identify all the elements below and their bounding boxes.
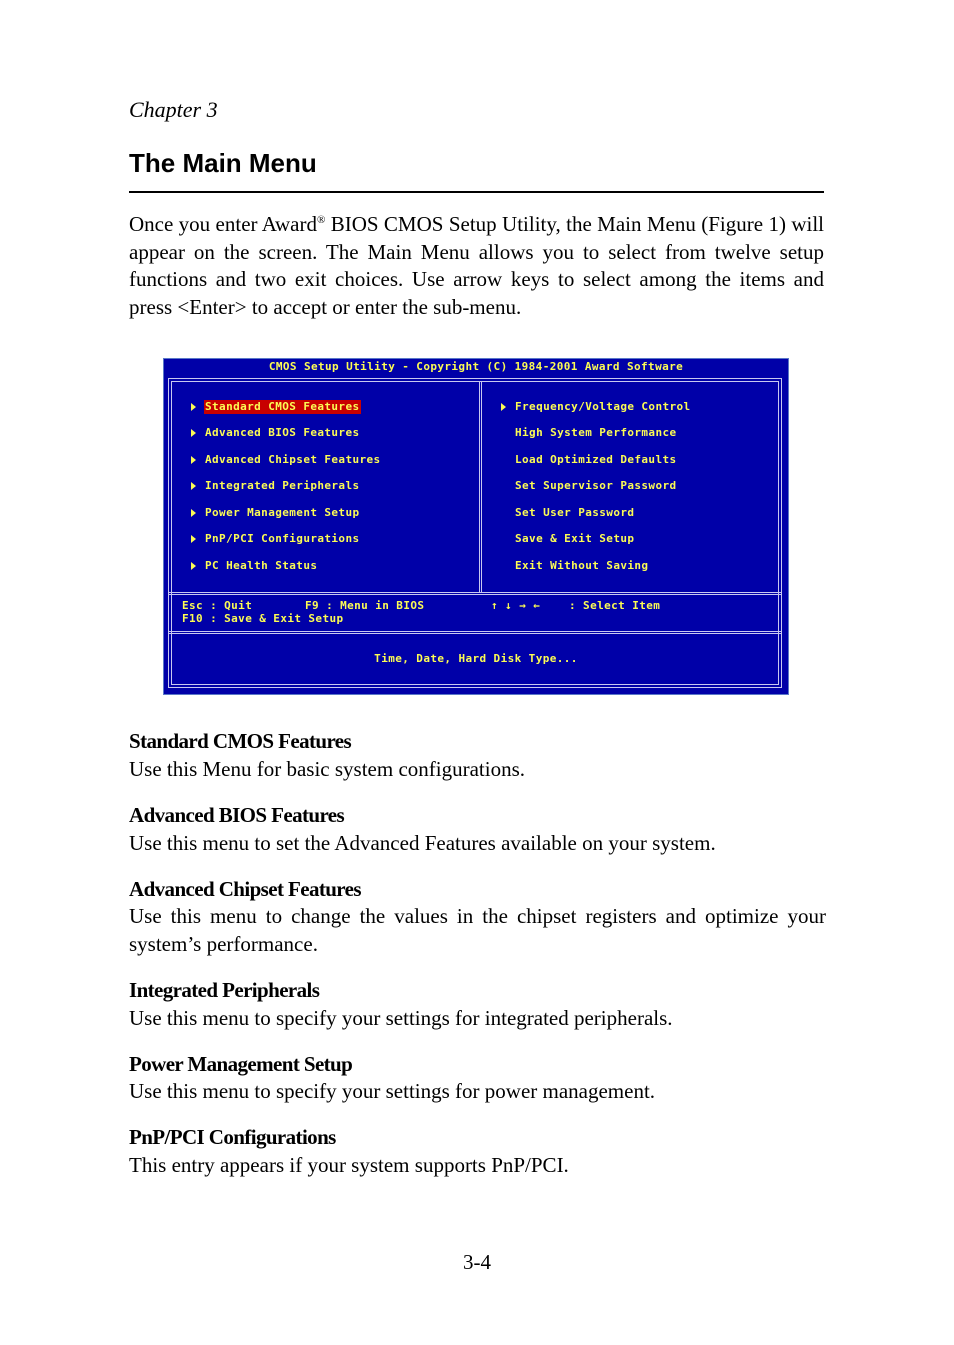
section-text: Use this menu to set the Advanced Features available on your system. — [129, 831, 716, 855]
pointer-icon — [501, 403, 506, 411]
pointer-icon — [191, 509, 196, 517]
bios-column-divider — [479, 381, 482, 593]
bios-item-standard-cmos[interactable]: Standard CMOS Features — [205, 400, 360, 413]
bios-item-user-password[interactable]: Set User Password — [515, 506, 635, 519]
registered-mark: ® — [316, 214, 326, 226]
section-text: This entry appears if your system supports PnP/PCI. — [129, 1153, 569, 1177]
bios-item-exit-without-saving[interactable]: Exit Without Saving — [515, 559, 649, 572]
pointer-icon — [191, 456, 196, 464]
section-text: Use this menu to specify your settings for power management. — [129, 1079, 656, 1103]
bios-item-supervisor-password[interactable]: Set Supervisor Password — [515, 479, 677, 492]
pointer-icon — [191, 482, 196, 490]
bios-title-bar: CMOS Setup Utility - Copyright (C) 1984-2001 Award Software — [268, 360, 684, 373]
page-title: The Main Menu — [129, 148, 317, 178]
section-heading: Standard CMOS Features — [129, 729, 352, 753]
bios-item-integrated-peripherals[interactable]: Integrated Peripherals — [205, 479, 360, 492]
key-esc-quit: Esc : Quit — [182, 599, 253, 612]
key-f10-save: F10 : Save & Exit Setup — [182, 612, 344, 625]
section-text: Use this menu to change the values in the chipset registers and optimize your system’s performance. — [129, 904, 826, 956]
bios-item-frequency-voltage[interactable]: Frequency/Voltage Control — [515, 400, 691, 413]
pointer-icon — [191, 535, 196, 543]
bios-item-load-optimized[interactable]: Load Optimized Defaults — [515, 453, 677, 466]
bios-main-menu-screenshot — [164, 359, 788, 694]
section-heading: PnP/PCI Configurations — [129, 1125, 336, 1149]
key-arrows: ↑ ↓ → ← — [491, 599, 541, 612]
chapter-label: Chapter 3 — [129, 97, 218, 122]
bios-item-advanced-chipset[interactable]: Advanced Chipset Features — [205, 453, 381, 466]
section-heading: Integrated Peripherals — [129, 978, 320, 1002]
section-text: Use this Menu for basic system configurations. — [129, 757, 526, 781]
key-select-item: : Select Item — [569, 599, 661, 612]
pointer-icon — [191, 403, 196, 411]
pointer-icon — [191, 562, 196, 570]
section-heading: Power Management Setup — [129, 1052, 353, 1076]
intro-text-rest: BIOS CMOS Setup Utility, the Main Menu (Figure 1) will appear on the screen. The Main Menu allows you to select from twelve setup functions and two exit choices. Use arrow keys to select among the items and press <Enter> to accept or enter the sub-menu. — [129, 212, 824, 319]
section-heading: Advanced Chipset Features — [129, 877, 361, 901]
bios-item-advanced-bios[interactable]: Advanced BIOS Features — [205, 426, 360, 439]
bios-divider-help — [168, 631, 782, 634]
bios-item-save-exit[interactable]: Save & Exit Setup — [515, 532, 635, 545]
key-f9-menu: F9 : Menu in BIOS — [305, 599, 425, 612]
bios-item-pnp-pci[interactable]: PnP/PCI Configurations — [205, 532, 360, 545]
pointer-icon — [191, 429, 196, 437]
bios-item-high-performance[interactable]: High System Performance — [515, 426, 677, 439]
title-rule — [129, 191, 824, 193]
intro-paragraph — [129, 211, 824, 321]
intro-text-start: Once you enter Award — [129, 212, 317, 236]
bios-divider-keys — [168, 592, 782, 595]
bios-help-text: Time, Date, Hard Disk Type... — [374, 652, 578, 665]
section-heading: Advanced BIOS Features — [129, 803, 345, 827]
section-text: Use this menu to specify your settings for integrated peripherals. — [129, 1006, 673, 1030]
bios-item-power-management[interactable]: Power Management Setup — [205, 506, 360, 519]
bios-item-pc-health[interactable]: PC Health Status — [205, 559, 318, 572]
page-number: 3-4 — [463, 1250, 491, 1274]
